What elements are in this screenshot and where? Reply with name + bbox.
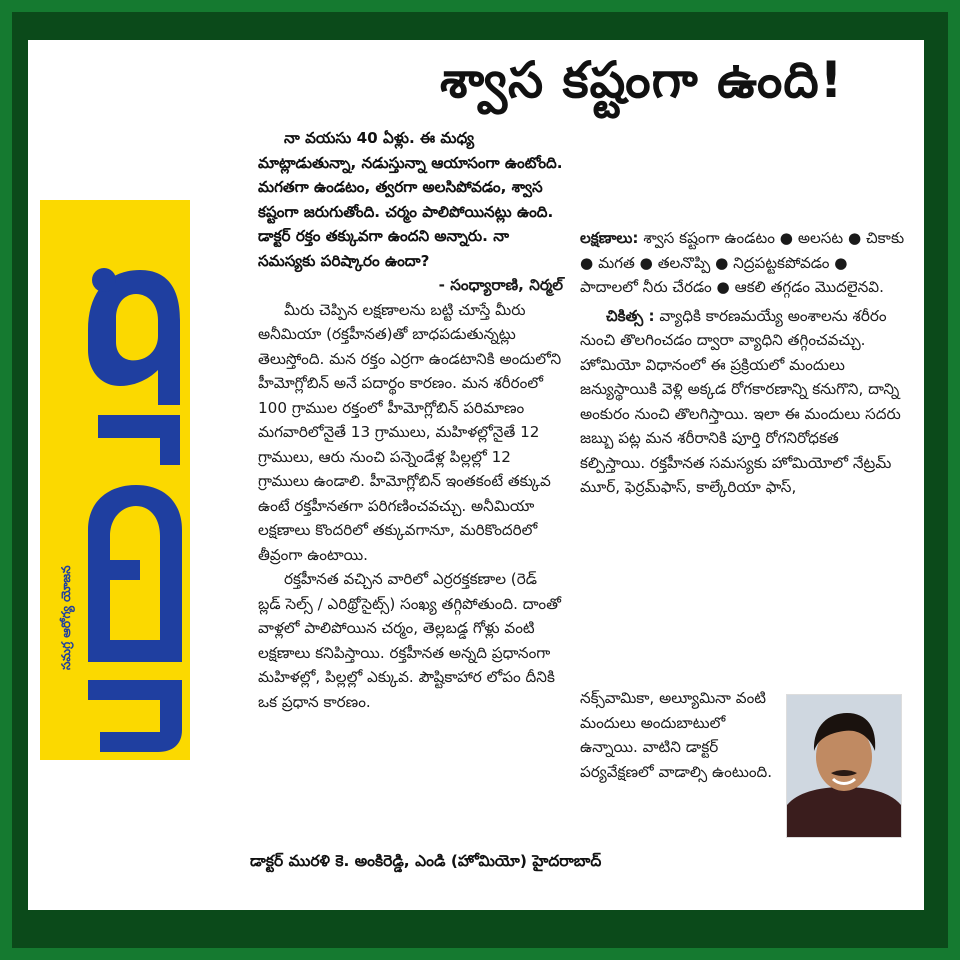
headline: శ్వాస కష్టంగా ఉంది! bbox=[440, 51, 844, 109]
question-author: - సంధ్యారాణి, నిర్మల్ bbox=[438, 276, 563, 294]
column-logo bbox=[40, 200, 190, 760]
symptoms-label: లక్షణాలు: bbox=[580, 229, 639, 247]
answer-paragraph-2: రక్తహీనత వచ్చిన వారిలో ఎర్రరక్తకణాల (రెడ్ బ్లడ్ సెల్స్ / ఎరిథ్రోసైట్స్) సంఖ్య తగ్గిపోతుంది. దాంతో వాళ్లలో పాలిపోయిన చర్మం, తెల్లబడ్డ గోళ్లు వంటి లక్షణాలు కనిపిస్తాయి. రక్తహీనత అన్నది ప్రధానంగా మహిళల్లో, పిల్లల్లో ఎక్కువ. పౌష్టికాహార లోపం దీనికి ఒక ప్రధాన కారణం. bbox=[258, 570, 561, 711]
answer-paragraph-1: మీరు చెప్పిన లక్షణాలను బట్టి చూస్తే మీరు అనీమియా (రక్తహీనత)తో బాధపడుతున్నట్లు తెలుస్తోంది. మన రక్తం ఎర్రగా ఉండటానికి అందులోని హీమోగ్లోబిన్ అనే పదార్థం కారణం. మన శరీరంలో 100 గ్రాముల రక్తంలో హీమోగ్లోబిన్ పరిమాణం మగవారిలోనైతే 13 గ్రాములు, మహిళల్లోనైతే 12 గ్రాములు, ఆరు నుంచి పన్నెండేళ్ల పిల్లల్లో 12 గ్రాములు ఉండాలి. హీమోగ్లోబిన్ ఇంతకంటే తక్కువ ఉంటే రక్తహీనతగా పరిగణించవచ్చు. అనీమియా లక్షణాలు కొందరిలో తక్కువగానూ, మరికొందరిలో తీవ్రంగా ఉంటాయి. bbox=[258, 300, 562, 564]
right-column bbox=[580, 226, 905, 500]
treatment-section bbox=[580, 304, 905, 500]
logo-subtitle: సమగ్ర ఆరోగ్య యోజన bbox=[59, 565, 73, 670]
closing-text bbox=[580, 686, 780, 784]
treatment-text: వ్యాధికి కారణమయ్యే అంశాలను శరీరం నుంచి తొలగించడం ద్వారా వ్యాధిని తగ్గించవచ్చు. హోమియో విధానంలో ఈ ప్రక్రియలో మందులు జన్యుస్థాయికి వెళ్లి అక్కడ రోగకారణాన్ని కనుగొని, దాన్ని అంకురం నుంచి తొలగిస్తాయి. ఇలా ఈ మందులు సదరు జబ్బు పట్ల మన శరీరానికి పూర్తి రోగనిరోధకత కల్పిస్తాయి. రక్తహీనత సమస్యకు హోమియోలో నేట్రమ్ మూర్, ఫెర్రమ్‌ఫాస్, కాల్కేరియా ఫాస్, bbox=[580, 306, 901, 496]
logo-glyphs bbox=[88, 268, 182, 752]
final-paragraph: నక్స్‌వామికా, అల్యూమినా వంటి మందులు అందుబాటులో ఉన్నాయి. వాటిని డాక్టర్ పర్యవేక్షణలో వాడాల్సి ఉంటుంది. bbox=[580, 689, 773, 781]
left-column bbox=[258, 126, 563, 714]
question-text: నా వయసు 40 ఏళ్లు. ఈ మధ్య మాట్లాడుతున్నా, నడుస్తున్నా ఆయాసంగా ఉంటోంది. మగతగా ఉండటం, త్వరగా అలసిపోవడం, శ్వాస కష్టంగా జరుగుతోంది. చర్మం పాలిపోయినట్లు ఉంది. డాక్టర్ రక్తం తక్కువగా ఉందని అన్నారు. నా సమస్యకు పరిష్కారం ఉందా? bbox=[258, 129, 563, 270]
doctor-portrait bbox=[787, 695, 901, 837]
symptoms-text: శ్వాస కష్టంగా ఉండటం ● అలసట ● చికాకు ● మగత ● తలనొప్పి ● నిద్రపట్టకపోవడం ● పాదాలలో నీరు చేరడం ● ఆకలి తగ్గడం మొదలైనవి. bbox=[580, 229, 905, 296]
treatment-label: చికిత్స : bbox=[606, 306, 655, 325]
symptoms-section bbox=[580, 226, 905, 300]
doctor-photo bbox=[786, 694, 902, 838]
doctor-byline: డాక్టర్ మురళి కె. అంకిరెడ్డి, ఎండి (హోమియో) హైదరాబాద్ bbox=[250, 852, 602, 870]
